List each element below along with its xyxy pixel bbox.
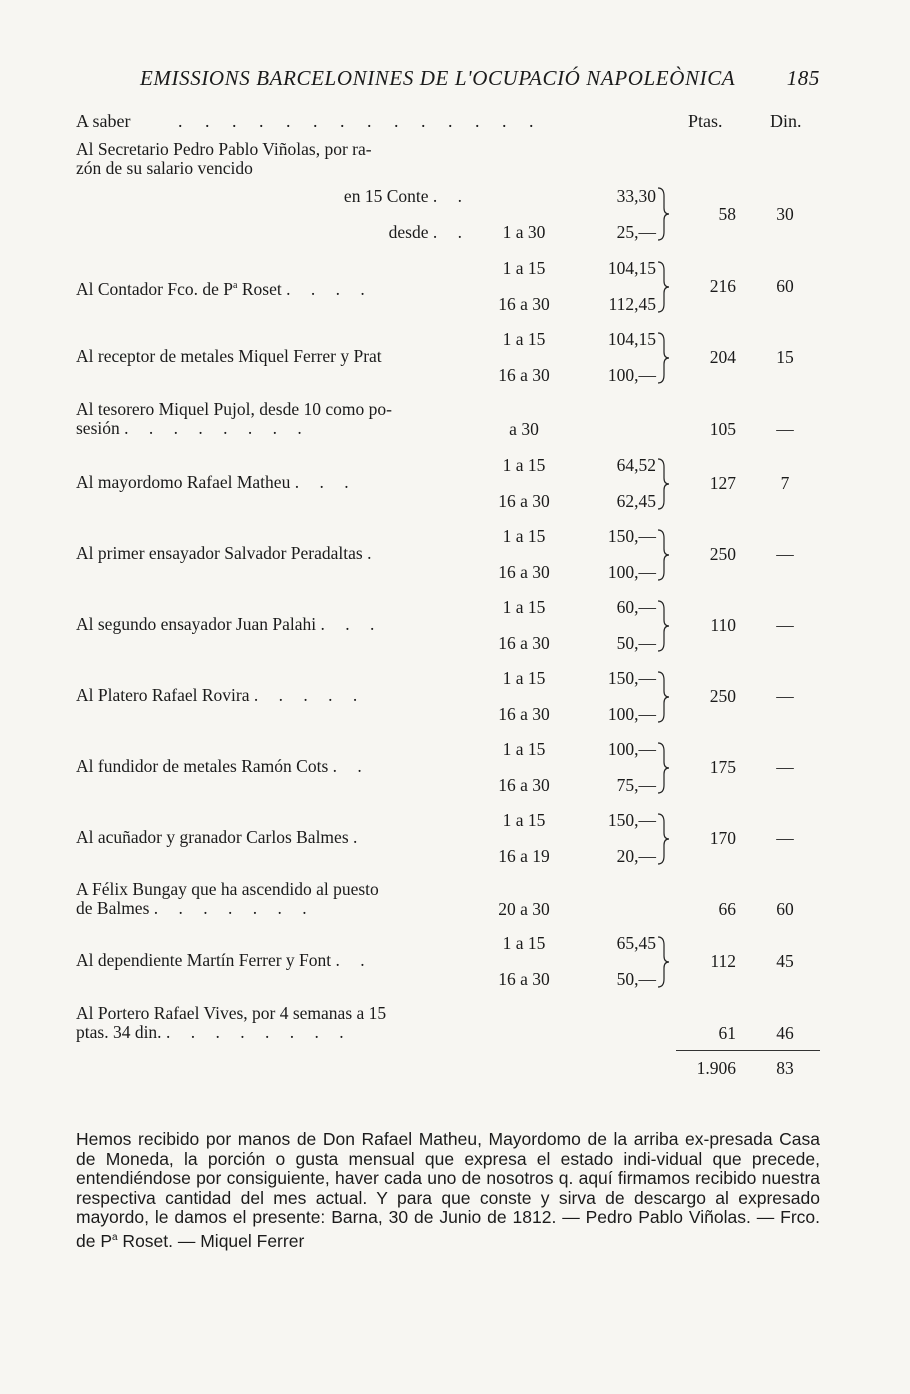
entry-din: — <box>776 544 794 564</box>
paragraph-text: Hemos recibido por manos de Don Rafael Matheu, Mayordomo de la arriba ex-presada Casa de Moneda, la porción o gusta mensual que expresa el estado indi-vidual que precede, entendiéndose por consiguiente, haver cada uno de nosotros q. aquí firmamos recibido nuestra respectiva cantidad del mes actual. Y para que conste y sirva de descargo al expresado mayordo, le damos el presente: Barna, 30 de Junio de 1812. — Pedro Pablo Viñolas. — Frco. de P <box>76 1129 820 1251</box>
entry-label <box>76 757 466 776</box>
leader-dots: . . . . <box>286 278 373 299</box>
entry-label: Al Secretario Pedro Pablo Viñolas, por ra- zón de su salario vencido <box>76 139 372 178</box>
leader-dots: . . <box>432 186 470 206</box>
column-header-din: Din. <box>770 111 802 131</box>
label-text: Al dependiente Martín Ferrer y Font <box>76 950 332 970</box>
label-text: Al segundo ensayador Juan Palahi <box>76 614 317 634</box>
entry-amount: 100,— <box>607 739 656 759</box>
entry-amount: 50,— <box>616 969 656 989</box>
leader-dots: . . <box>432 222 470 242</box>
ledger-entry-mayordomo <box>0 455 910 515</box>
entry-amount: 33,30 <box>616 186 656 206</box>
entry-date-range: 1 a 15 <box>502 455 546 475</box>
ledger-entry-acunador <box>0 810 910 870</box>
running-header <box>140 66 820 96</box>
entry-din: 30 <box>776 204 794 224</box>
sublabel-text: desde <box>388 222 429 242</box>
leader-dots: . . . . . . . . <box>124 418 310 438</box>
entry-ptas: 105 <box>709 419 736 439</box>
entry-amount: 112,45 <box>608 294 656 314</box>
entry-din: 60 <box>776 276 794 296</box>
label-superscript: a <box>233 280 238 291</box>
entry-date-range: 1 a 30 <box>502 222 546 242</box>
entry-ptas: 170 <box>709 828 736 848</box>
entry-date-range: 16 a 30 <box>498 294 550 314</box>
label-text: Al tesorero Miquel Pujol, desde 10 como po- sesión <box>76 399 392 438</box>
entry-date-range: 16 a 30 <box>498 704 550 724</box>
leader-dots: . . <box>335 950 373 970</box>
entry-label <box>76 400 466 438</box>
leader-dots: . <box>353 827 366 847</box>
paragraph-text-tail: Roset. — Miquel Ferrer <box>117 1230 305 1251</box>
label-text: Al Contador Fco. de P <box>76 278 234 299</box>
label-text: Al mayordomo Rafael Matheu <box>76 472 291 492</box>
entry-amount: 150,— <box>607 668 656 688</box>
ledger-entry-platero <box>0 668 910 728</box>
entry-date-range: 1 a 15 <box>502 526 546 546</box>
entry-ptas: 58 <box>718 204 736 224</box>
entry-ptas: 250 <box>709 686 736 706</box>
leader-dots: . . . <box>294 472 357 492</box>
entry-label <box>76 544 466 563</box>
ledger-entry-bungay <box>0 880 910 922</box>
entry-din: — <box>776 615 794 635</box>
sublabel-text: en 15 Conte <box>343 186 429 206</box>
entry-din: — <box>776 757 794 777</box>
entry-amount: 104,15 <box>607 258 656 278</box>
entry-din: 45 <box>776 951 794 971</box>
leader-dots: . <box>367 543 380 563</box>
entry-din: — <box>776 828 794 848</box>
ledger-entry-segundo-ensayador <box>0 597 910 657</box>
ledger-entry-fundidor <box>0 739 910 799</box>
ledger-entry-portero <box>0 1004 910 1046</box>
entry-amount: 75,— <box>616 775 656 795</box>
entry-label <box>76 1004 466 1042</box>
entry-date-range: 1 a 15 <box>502 810 546 830</box>
entry-din: 60 <box>776 899 794 919</box>
entry-din: 7 <box>780 473 790 493</box>
entry-amount: 100,— <box>607 704 656 724</box>
entry-label: Al receptor de metales Miquel Ferrer y Prat <box>76 346 382 366</box>
ledger-entry-receptor <box>0 329 910 389</box>
entry-amount: 100,— <box>607 562 656 582</box>
entry-date-range: 16 a 30 <box>498 491 550 511</box>
entry-date-range: 16 a 30 <box>498 775 550 795</box>
entry-label <box>76 276 466 299</box>
receipt-paragraph <box>76 1130 820 1251</box>
entry-date-range: 16 a 30 <box>498 562 550 582</box>
entry-date-range: 1 a 15 <box>502 668 546 688</box>
entry-ptas: 216 <box>709 276 736 296</box>
entry-date-range: 1 a 15 <box>502 258 546 278</box>
entry-label <box>76 951 466 970</box>
table-header-label: A saber <box>76 111 131 131</box>
entry-ptas: 127 <box>709 473 736 493</box>
page-number: 185 <box>786 66 820 90</box>
entry-amount: 100,— <box>607 365 656 385</box>
entry-label <box>76 615 466 634</box>
entry-date-range: 16 a 30 <box>498 633 550 653</box>
ledger-entry-secretario <box>0 140 910 240</box>
entry-ptas: 204 <box>709 347 736 367</box>
column-header-ptas: Ptas. <box>688 111 723 131</box>
entry-ptas: 66 <box>718 899 736 919</box>
entry-amount: 104,15 <box>607 329 656 349</box>
entry-amount: 150,— <box>607 810 656 830</box>
entry-label <box>76 473 466 492</box>
entry-date-range: a 30 <box>509 419 539 439</box>
table-header-dots: . . . . . . . . . . . . . . <box>178 111 543 131</box>
entry-din: 15 <box>776 347 794 367</box>
header-title: EMISSIONS BARCELONINES DE L'OCUPACIÓ NAPOLEÒNICA <box>140 66 736 90</box>
entry-amount: 20,— <box>616 846 656 866</box>
leader-dots: . . . . . <box>253 685 366 705</box>
entry-date-range: 1 a 15 <box>502 739 546 759</box>
entry-date-range: 1 a 15 <box>502 329 546 349</box>
label-text: Al primer ensayador Salvador Peradaltas <box>76 543 363 563</box>
entry-ptas: 110 <box>710 615 736 635</box>
entry-date-range: 1 a 15 <box>502 933 546 953</box>
entry-din: 46 <box>776 1023 794 1043</box>
leader-dots: . . . . . . . . <box>165 1022 352 1042</box>
label-text: Al fundidor de metales Ramón Cots <box>76 756 329 776</box>
entry-label <box>76 880 466 918</box>
entry-amount: 65,45 <box>616 933 656 953</box>
label-text-tail: Roset <box>237 278 282 299</box>
entry-date-range: 20 a 30 <box>498 899 550 919</box>
paragraph-superscript: a <box>112 1231 118 1243</box>
entry-date-range: 16 a 19 <box>498 846 550 866</box>
entry-amount: 62,45 <box>616 491 656 511</box>
ledger-entry-dependiente <box>0 933 910 993</box>
entry-din: — <box>776 419 794 439</box>
entry-ptas: 112 <box>710 951 736 971</box>
label-text: A Félix Bungay que ha ascendido al puesto de Balmes <box>76 879 379 918</box>
entry-sublabel-desde <box>250 222 470 243</box>
entry-date-range: 16 a 30 <box>498 969 550 989</box>
ledger-entry-primer-ensayador <box>0 526 910 586</box>
entry-amount: 150,— <box>607 526 656 546</box>
entry-ptas: 61 <box>718 1023 736 1043</box>
entry-ptas: 250 <box>709 544 736 564</box>
table-header <box>0 111 910 139</box>
leader-dots: . . . <box>320 614 383 634</box>
entry-date-range: 1 a 15 <box>502 597 546 617</box>
entry-amount: 25,— <box>616 222 656 242</box>
entry-din: — <box>776 686 794 706</box>
total-rule <box>676 1050 820 1051</box>
ledger-entry-contador <box>0 258 910 318</box>
entry-amount: 50,— <box>616 633 656 653</box>
entry-date-range: 16 a 30 <box>498 365 550 385</box>
leader-dots: . . . . . . . <box>153 898 315 918</box>
label-text: Al Platero Rafael Rovira <box>76 685 250 705</box>
leader-dots: . . <box>332 756 370 776</box>
total-din: 83 <box>776 1058 794 1078</box>
entry-sublabel-conte <box>250 186 470 207</box>
total-ptas: 1.906 <box>696 1058 736 1078</box>
entry-label <box>76 828 466 847</box>
ledger-entry-tesorero <box>0 400 910 442</box>
entry-label <box>76 686 466 705</box>
entry-ptas: 175 <box>709 757 736 777</box>
label-text: Al acuñador y granador Carlos Balmes <box>76 827 349 847</box>
label-text: Al Portero Rafael Vives, por 4 semanas a 15 ptas. 34 din. <box>76 1003 387 1042</box>
entry-amount: 64,52 <box>616 455 656 475</box>
entry-amount: 60,— <box>616 597 656 617</box>
